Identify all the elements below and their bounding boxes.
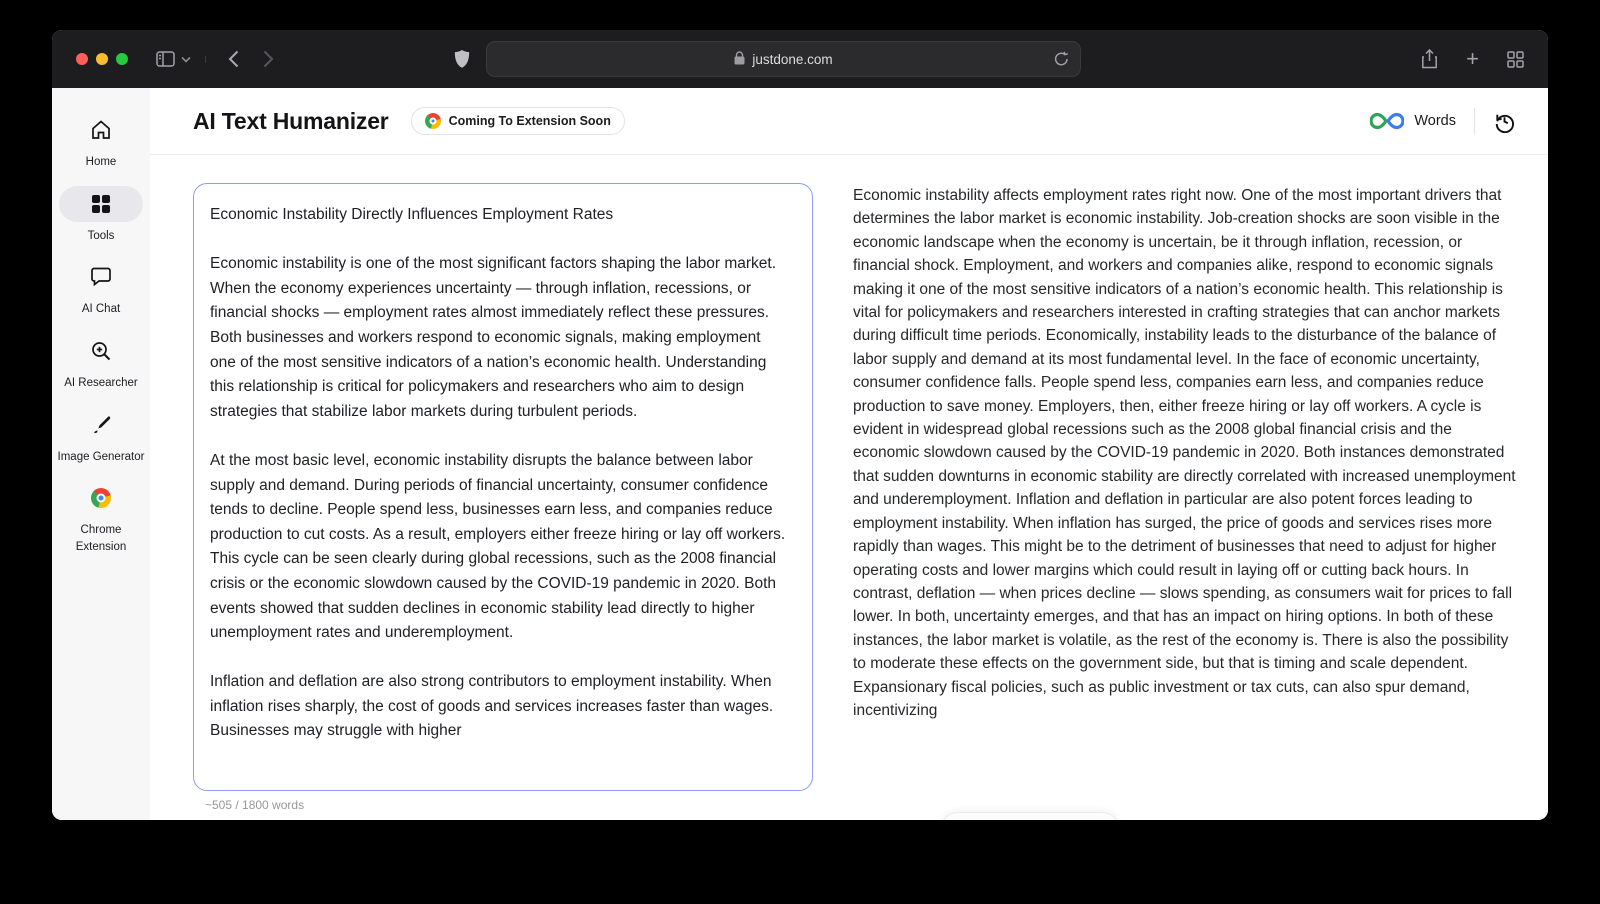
sidebar-item-chrome-extension[interactable]	[55, 480, 147, 555]
sidebar-item-label: Home	[85, 156, 117, 168]
search-plus-icon	[59, 333, 143, 369]
extension-badge-label: Coming To Extension Soon	[448, 114, 611, 128]
shield-icon[interactable]	[454, 50, 470, 69]
sidebar-toggle-icon[interactable]	[156, 51, 175, 67]
chevron-down-icon[interactable]	[181, 56, 206, 63]
tab-overview-icon[interactable]	[1507, 51, 1524, 68]
floating-toolbar[interactable]	[940, 812, 1120, 820]
minimize-window-button[interactable]	[96, 53, 108, 65]
sidebar-item-label: AI Chat	[81, 303, 121, 316]
reload-icon[interactable]	[1054, 51, 1069, 67]
pen-icon	[59, 407, 143, 443]
input-paragraph: At the most basic level, economic instability disrupts the balance between labor supply and demand. During periods of financial uncertainty, consumer confidence tends to decline. People spend less, businesses earn less, and companies reduce production to cut costs. As a result, employers either freeze hiring or lay off workers. This cycle can be seen clearly during global recessions, such as the 2008 financial crisis or the economic slowdown caused by the COVID-19 pandemic in 2020. Both events showed that sudden declines in economic stability lead directly to higher unemployment rates and underemployment.	[210, 451, 786, 642]
output-text-area[interactable]	[853, 183, 1518, 820]
chat-icon	[59, 259, 143, 295]
history-icon[interactable]	[1493, 110, 1516, 133]
sidebar-item-label: Chrome Extension	[75, 524, 127, 554]
header-divider	[1474, 108, 1475, 134]
extension-badge[interactable]	[411, 107, 625, 135]
chrome-icon	[59, 480, 143, 516]
home-icon	[59, 112, 143, 148]
sidebar-item-ai-researcher[interactable]	[55, 333, 147, 392]
browser-window	[52, 30, 1548, 820]
input-text-area[interactable]	[193, 183, 813, 791]
sidebar-item-image-generator[interactable]	[55, 407, 147, 466]
share-icon[interactable]	[1421, 49, 1438, 69]
sidebar-item-home[interactable]	[55, 112, 147, 171]
output-text: Economic instability affects employment rates right now. One of the most important drivers that determines the labor market is economic instability. Job-creation shocks are soon visible in the economic landscape when the economy is uncertain, be it through inflation, recession, or financial shock. Employment, and workers and companies alike, respond to economic signals making it one of the most sensitive indicators of a nation’s economic health. This relationship is vital for policymakers and researchers interested in crafting strategies that can anchor markets during difficult time periods. Economically, instability leads to the disturbance of the balance of labor supply and demand at its most fundamental level. In the face of economic uncertainty, consumer confidence falls. People spend less, companies earn less, and companies reduce production to save money. Employers, then, either freeze hiring or lay off workers. A cycle is evident in widespread global recessions such as the 2008 global financial crisis and the economic slowdown caused by the COVID-19 pandemic in 2020. Both instances demonstrated that sudden downturns in economic stability are directly correlated with increased unemployment and underemployment. Inflation and deflation in particular are also potent forces leading to employment instability. When inflation has surged, the price of goods and services rises more rapidly than wages. This might be to the detriment of businesses that need to adjust for higher operating costs and lower margins which could result in laying off or cutting back hours. In contrast, deflation — when prices decline — slows spending, as consumers wait for prices to fall lower. In both, uncertainty emerges, and that has an impact on hiring options. In both of these instances, the labor market is volatile, as the rest of the economy is. There is also the possibility to moderate these effects on the government side, but that is timing and scale dependent. Expansionary fiscal policies, such as public investment or tax cuts, can also spur demand, incentivizing	[853, 187, 1516, 719]
words-counter-label: Words	[1414, 113, 1456, 129]
word-count: ~505 / 1800 words	[205, 798, 305, 812]
input-paragraph: Economic instability is one of the most significant factors shaping the labor market. When the economy experiences uncertainty — through inflation, recessions, or financial shocks — employment rates almost immediately reflect these pressures. Both businesses and workers respond to economic signals, making employment one of the most sensitive indicators of a nation’s economic health. Understanding this relationship is critical for policymakers and researchers who aim to design strategies that stabilize labor markets during turbulent periods.	[210, 255, 777, 420]
sidebar-item-label: Image Generator	[57, 450, 145, 463]
input-title: Economic Instability Directly Influences Employment Rates	[210, 206, 614, 223]
url-text: justdone.com	[752, 51, 833, 67]
tools-grid-icon	[59, 186, 143, 222]
chrome-icon	[425, 113, 441, 129]
forward-icon[interactable]	[263, 50, 274, 68]
window-controls	[76, 53, 128, 65]
address-bar[interactable]	[486, 41, 1081, 77]
tool-header	[150, 88, 1548, 155]
sidebar-item-ai-chat[interactable]	[55, 259, 147, 318]
sidebar-item-label: Tools	[87, 229, 115, 242]
humanizer-workspace	[150, 155, 1548, 820]
zoom-window-button[interactable]	[116, 53, 128, 65]
app-sidebar	[52, 88, 150, 820]
infinity-icon	[1370, 112, 1404, 130]
new-tab-icon[interactable]: +	[1466, 46, 1479, 71]
page-title: AI Text Humanizer	[193, 107, 389, 134]
input-paragraph: Inflation and deflation are also strong contributors to employment instability. When inflation rises sharply, the cost of goods and services increases faster than wages. Businesses may struggle with higher	[210, 673, 774, 740]
browser-titlebar	[52, 30, 1548, 88]
lock-icon	[734, 51, 745, 68]
close-window-button[interactable]	[76, 53, 88, 65]
back-icon[interactable]	[228, 50, 239, 68]
sidebar-item-label: AI Researcher	[64, 377, 138, 390]
sidebar-item-tools[interactable]	[55, 186, 147, 245]
